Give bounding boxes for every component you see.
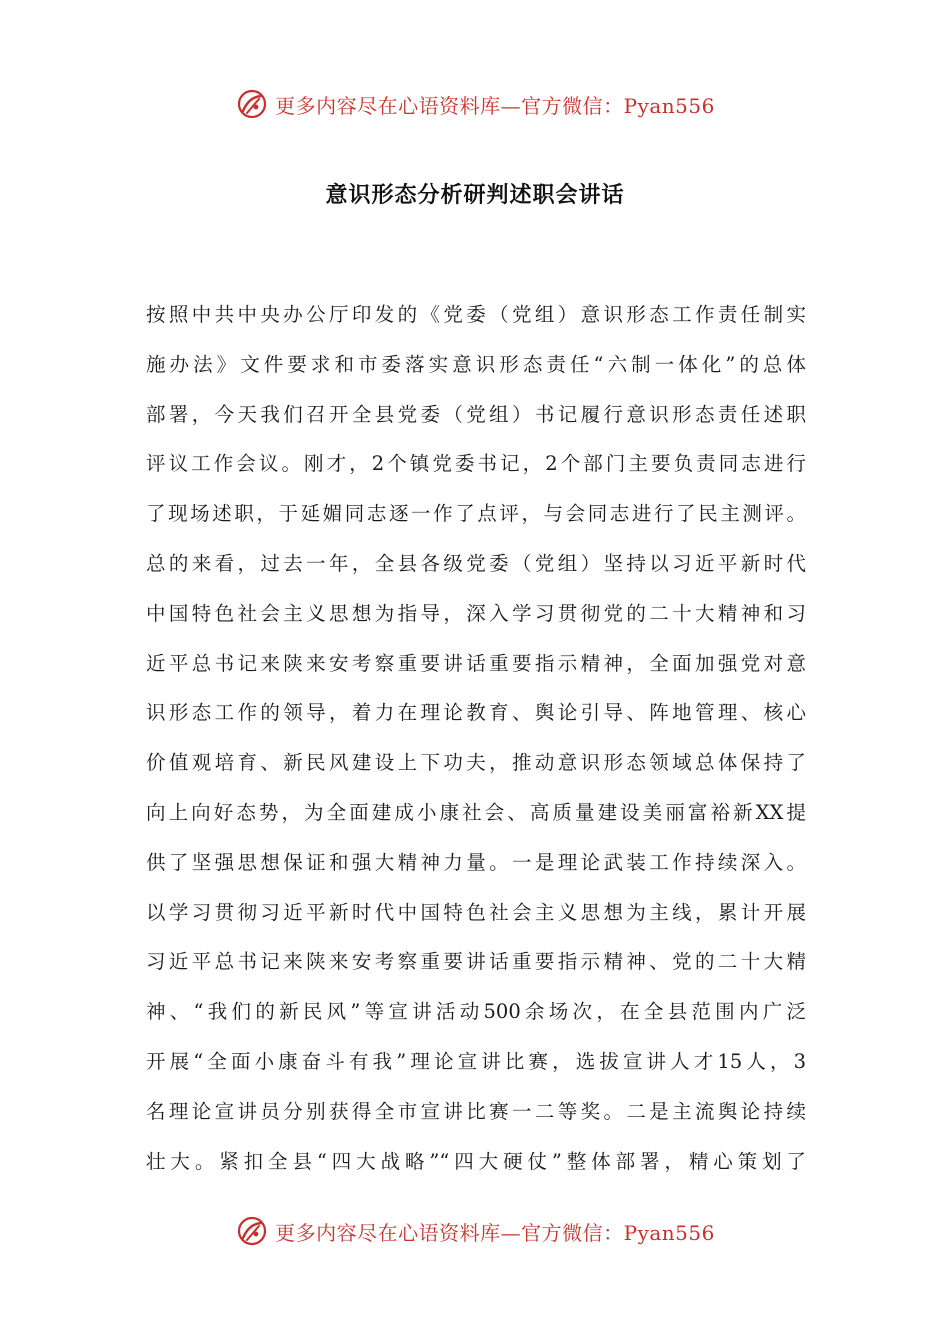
body-line: 以学习贯彻习近平新时代中国特色社会主义思想为主线，累计开展 [146, 900, 806, 924]
body-line: 评议工作会议。刚才，2个镇党委书记，2个部门主要负责同志进行 [146, 452, 806, 476]
watermark-header [0, 84, 950, 124]
body-line: 了现场述职，于延媚同志逐一作了点评，与会同志进行了民主测评。 [146, 502, 806, 526]
body-line: 向上向好态势，为全面建成小康社会、高质量建设美丽富裕新XX提 [146, 800, 806, 824]
watermark-logo-icon [235, 87, 269, 121]
body-line: 识形态工作的领导，着力在理论教育、舆论引导、阵地管理、核心 [146, 701, 806, 725]
watermark-footer [0, 1211, 950, 1251]
body-line: 开展“全面小康奋斗有我”理论宣讲比赛，选拔宣讲人才15人，3 [146, 1049, 806, 1073]
body-line: 中国特色社会主义思想为指导，深入学习贯彻党的二十大精神和习 [146, 601, 806, 625]
body-line: 供了坚强思想保证和强大精神力量。一是理论武装工作持续深入。 [146, 850, 806, 874]
body-line: 施办法》文件要求和市委落实意识形态责任“六制一体化”的总体 [146, 352, 806, 376]
body-line: 总的来看，过去一年，全县各级党委（党组）坚持以习近平新时代 [146, 551, 806, 575]
body-line: 壮大。紧扣全县“四大战略”“四大硬仗”整体部署，精心策划了 [146, 1149, 806, 1173]
document-title: 意识形态分析研判述职会讲话 [325, 183, 625, 208]
body-line: 习近平总书记来陕来安考察重要讲话重要指示精神、党的二十大精 [146, 950, 806, 974]
body-line: 价值观培育、新民风建设上下功夫，推动意识形态领域总体保持了 [146, 751, 806, 775]
document-body [146, 290, 806, 1186]
body-line: 名理论宣讲员分别获得全市宣讲比赛一二等奖。二是主流舆论持续 [146, 1099, 806, 1123]
body-line: 近平总书记来陕来安考察重要讲话重要指示精神，全面加强党对意 [146, 651, 806, 675]
body-line: 神、“我们的新民风”等宣讲活动500余场次，在全县范围内广泛 [146, 1000, 806, 1024]
watermark-text: 更多内容尽在心语资料库—官方微信：Pyan556 [275, 93, 715, 118]
watermark-text: 更多内容尽在心语资料库—官方微信：Pyan556 [275, 1220, 715, 1245]
watermark-logo-icon [235, 1214, 269, 1248]
body-line: 按照中共中央办公厅印发的《党委（党组）意识形态工作责任制实 [146, 303, 806, 326]
body-line: 部署，今天我们召开全县党委（党组）书记履行意识形态责任述职 [146, 402, 806, 426]
